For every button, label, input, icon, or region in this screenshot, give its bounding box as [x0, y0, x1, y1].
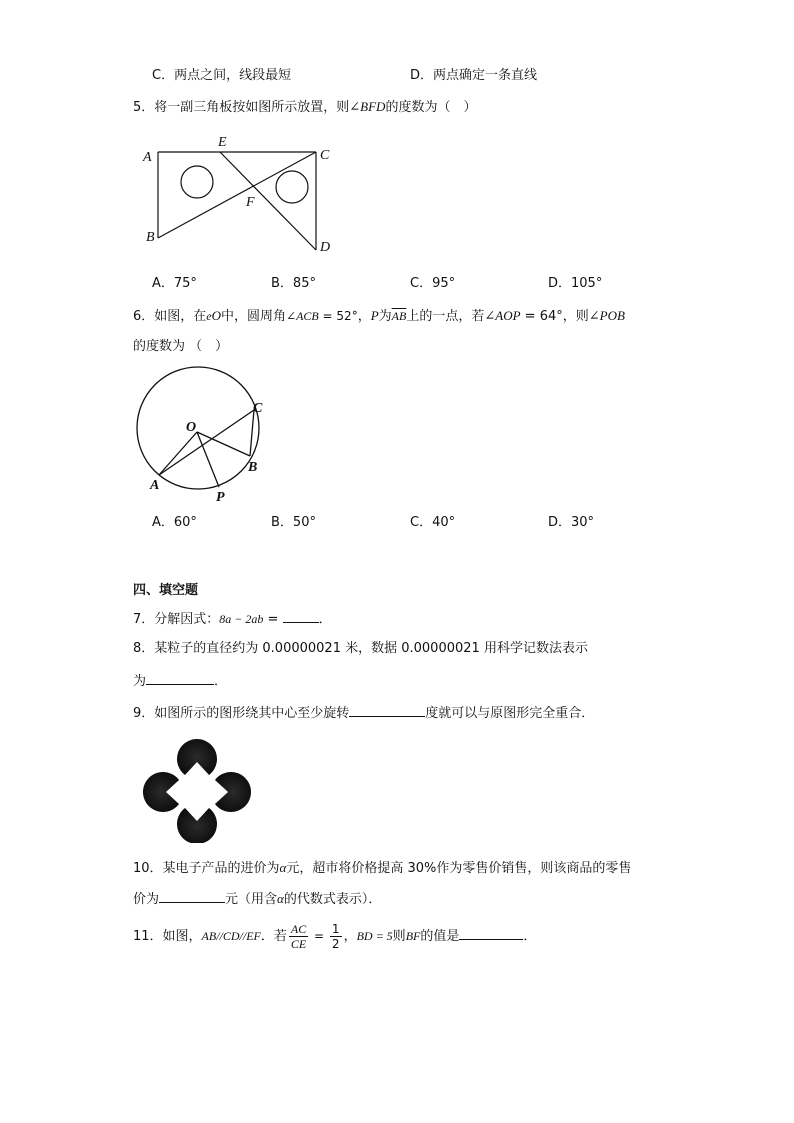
- q10-line2-suffix: 的代数式表示）．: [283, 892, 382, 907]
- q11-stem: [133, 918, 536, 955]
- q9-rotation-figure: [141, 738, 253, 843]
- q9-stem: [133, 703, 594, 723]
- q11-fraction-half: [330, 922, 342, 951]
- q6-acb: ∠ACB: [286, 309, 319, 323]
- q8-line2: [133, 671, 227, 691]
- q6-p4: 为: [378, 309, 392, 324]
- q9-prefix: 9．如图所示的图形绕其中心至少旋转: [133, 706, 350, 721]
- q5-option-c: C．95°: [410, 276, 456, 291]
- q10-line2: [133, 889, 381, 909]
- edge-ed: [220, 152, 316, 250]
- q11-bf: BF: [405, 929, 421, 943]
- q11-bd: BD = 5: [356, 929, 393, 943]
- q11-denominator: CE: [290, 937, 307, 951]
- q6-o: O: [211, 308, 221, 323]
- q11-p2: ．若: [260, 929, 287, 944]
- q5-prefix: 5．将一副三角板按如图所示放置，则: [133, 100, 350, 115]
- q5-triangle-figure: [140, 130, 340, 260]
- q11-suffix: 的值是: [420, 929, 460, 944]
- q11-numerator: AC: [290, 922, 307, 936]
- label-c: C: [253, 401, 263, 416]
- q9-answer-blank[interactable]: [349, 703, 425, 717]
- label-f: F: [246, 195, 255, 210]
- q11-numerator-2: 1: [331, 922, 340, 936]
- q6-acb-val: = 52°: [318, 309, 358, 323]
- hole-left: [181, 166, 213, 198]
- blob-bottom: [177, 808, 217, 843]
- q5-suffix: 的度数为（ ）: [385, 100, 477, 115]
- q10-alpha-2: α: [277, 891, 284, 906]
- q6-p1: 6．如图，在: [133, 309, 207, 324]
- hole-right: [276, 171, 308, 203]
- blob-top: [177, 739, 217, 775]
- q10-line1-prefix: 10．某电子产品的进价为: [133, 861, 280, 876]
- label-d: D: [320, 240, 331, 255]
- q11-end: ．: [523, 929, 537, 944]
- q5-option-a: A．75°: [152, 276, 197, 291]
- q7-eq: =: [263, 612, 283, 627]
- q4-option-d: D．两点确定一条直线: [410, 68, 538, 83]
- q5-option-b: B．85°: [271, 276, 316, 291]
- q6-option-b: B．50°: [271, 515, 316, 530]
- label-o: O: [186, 420, 197, 435]
- q10-line2-mid: 元（用含: [225, 892, 278, 907]
- section-heading: 四、填空题: [133, 583, 199, 598]
- q8-answer-blank[interactable]: [146, 671, 214, 685]
- label-b: B: [248, 460, 258, 475]
- q11-answer-blank[interactable]: [459, 926, 523, 940]
- q11-prefix: 11．如图，: [133, 929, 202, 944]
- q7-answer-blank[interactable]: [283, 609, 319, 623]
- label-e: E: [218, 135, 227, 150]
- q9-suffix: 度就可以与原图形完全重合．: [425, 706, 595, 721]
- q4-option-c: C．两点之间，线段最短: [152, 68, 292, 83]
- q6-option-c: C．40°: [410, 515, 456, 530]
- q6-p5: 上的一点，若: [406, 309, 485, 324]
- q6-pob: ∠POB: [588, 308, 625, 323]
- q10-line2-prefix: 价为: [133, 892, 160, 907]
- segment-cb: [250, 410, 254, 456]
- q11-p4: 则: [392, 929, 406, 944]
- q6-p6: ，则: [562, 309, 589, 324]
- q6-circle-figure: [128, 365, 278, 505]
- q6-p2: 中，圆周角: [221, 309, 287, 324]
- q5-option-d: D．105°: [548, 276, 603, 291]
- q8-line2-prefix: 为: [133, 674, 147, 689]
- q11-fraction-ac-ce: [289, 922, 308, 951]
- label-a: A: [143, 150, 152, 165]
- label-a: A: [150, 478, 160, 493]
- q11-denominator-2: 2: [331, 937, 340, 951]
- q6-option-d: D．30°: [548, 515, 595, 530]
- circle-o: [137, 367, 259, 489]
- q6-aop: ∠AOP: [484, 308, 521, 323]
- q10-alpha: α: [279, 860, 287, 875]
- q11-eq: =: [310, 929, 328, 943]
- q6-p3: ，: [357, 309, 371, 324]
- q8-line2-suffix: ．: [214, 674, 228, 689]
- q11-parallel: AB//CD//EF: [201, 929, 261, 943]
- q10-line1-suffix: 元，超市将价格提高 30%作为零售价销售，则该商品的零售: [286, 861, 632, 876]
- q5-angle: ∠BFD: [349, 99, 386, 114]
- q7-expr: 8a − 2ab: [219, 612, 264, 626]
- blob-right: [215, 772, 251, 812]
- q10-line1: [133, 859, 631, 878]
- q7-stem: [133, 609, 332, 629]
- q10-answer-blank[interactable]: [159, 889, 225, 903]
- q6-arc-ab: $\overline{AB}$: [391, 309, 407, 323]
- q8-line1: 8．某粒子的直径约为 0.00000021 米，数据 0.00000021 用科学记数法表示: [133, 641, 588, 656]
- blob-left: [143, 772, 179, 812]
- segment-ac: [159, 410, 254, 475]
- q6-stem-line2: 的度数为 （ ）: [133, 339, 229, 354]
- q6-aop-val: = 64°: [520, 309, 563, 324]
- q6-option-a: A．60°: [152, 515, 197, 530]
- q6-p: P: [370, 308, 379, 323]
- q5-stem: [133, 98, 476, 117]
- q11-p3: ，: [343, 929, 357, 944]
- q6-stem-line1: [133, 307, 625, 326]
- q6-circle-symbol: e: [206, 309, 212, 323]
- q7-suffix: ．: [318, 612, 332, 627]
- label-p: P: [216, 490, 225, 505]
- label-c: C: [320, 148, 330, 163]
- label-b: B: [146, 230, 155, 245]
- q7-prefix: 7．分解因式：: [133, 612, 220, 627]
